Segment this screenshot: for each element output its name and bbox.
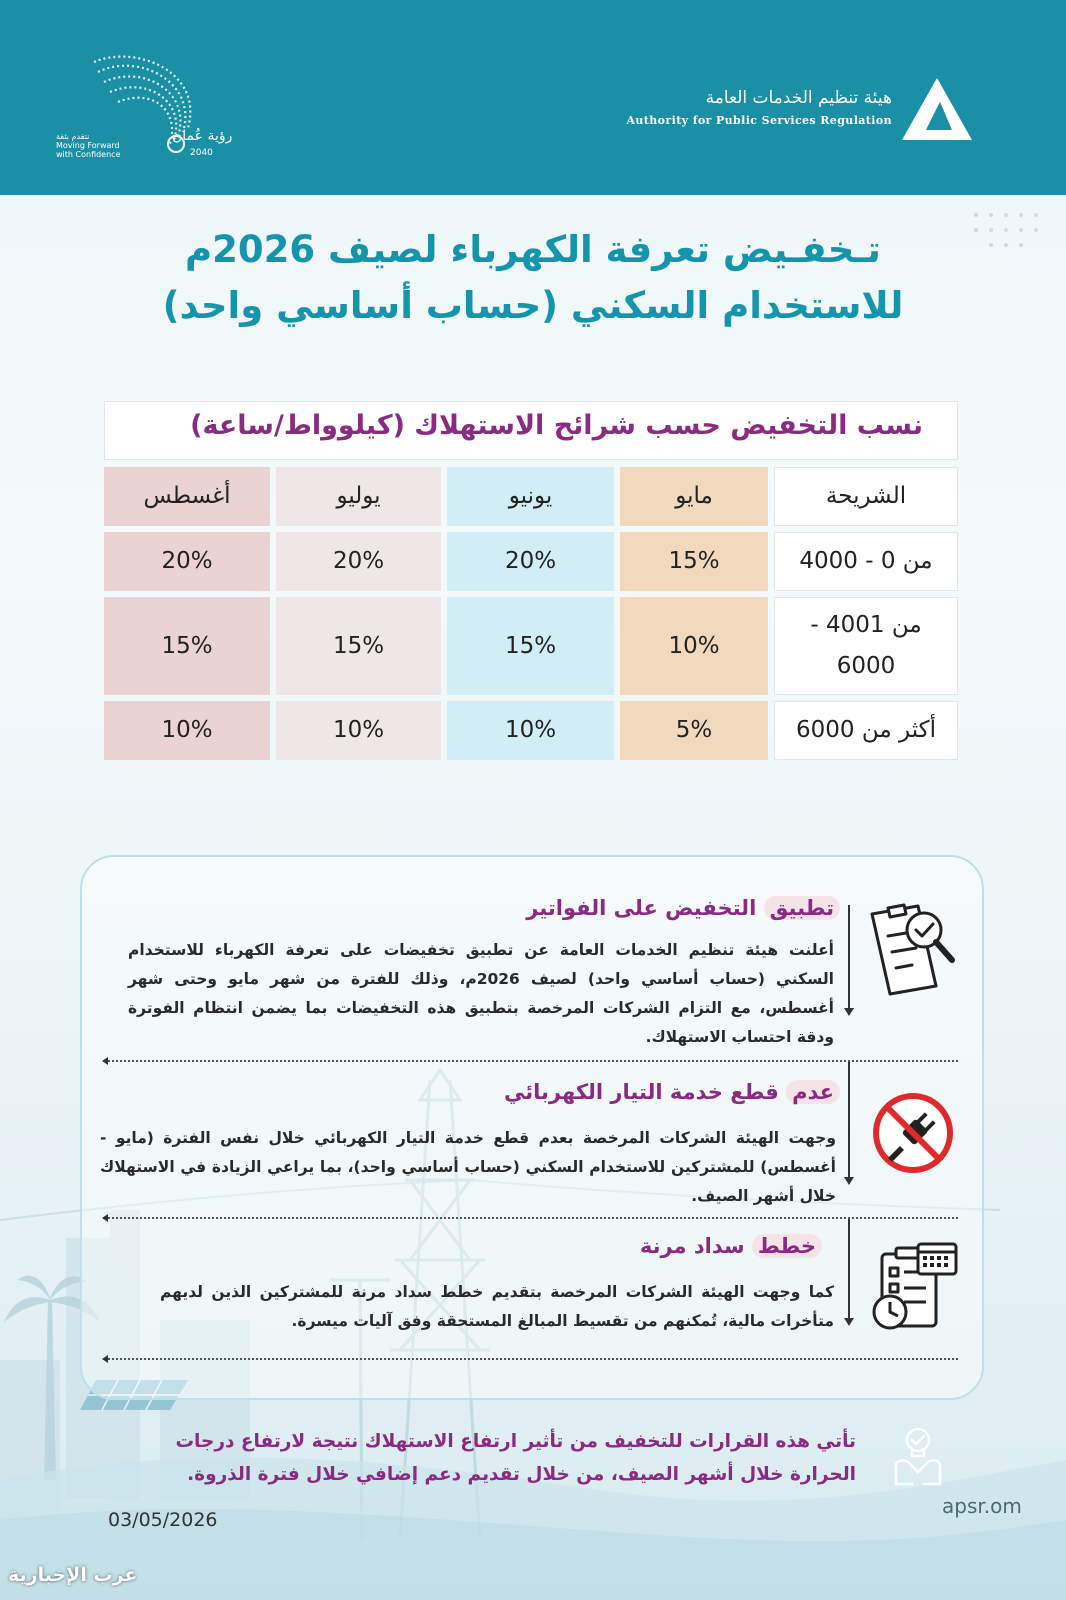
divider-line xyxy=(108,1358,958,1360)
source-watermark: عرب الإخبارية xyxy=(8,1564,138,1586)
payment-schedule-icon xyxy=(868,1240,960,1336)
section-title-no-disconnection-rest: قطع خدمة التيار الكهربائي xyxy=(503,1080,787,1104)
cell-tier3-july: 10% xyxy=(276,701,441,760)
vision-name: رؤية عُمان xyxy=(172,128,233,144)
footer-note: تأتي هذه القرارات للتخفيف من تأثير ارتفاع الاستهلاك نتيجة لارتفاع درجات الحرارة خلال أشهر الصيف، من خلال تقديم دعم إضافي خلال فترة الذروة. xyxy=(175,1431,856,1485)
arrow-down-icon xyxy=(844,1318,854,1326)
cell-tier3-june: 10% xyxy=(447,701,614,760)
vision-year: 2040 xyxy=(190,148,213,158)
section-title-no-disconnection xyxy=(504,1080,840,1104)
header-banner xyxy=(0,0,1066,195)
divider-line xyxy=(108,1217,958,1219)
column-header-segment: الشريحة xyxy=(774,467,958,526)
section-title-billing-highlight: تطبيق xyxy=(764,896,840,920)
org-name-arabic: هيئة تنظيم الخدمات العامة xyxy=(705,88,892,108)
cell-tier2-july: 15% xyxy=(276,597,441,695)
cell-tier1-august: 20% xyxy=(104,532,270,591)
triangle-logo-icon xyxy=(900,76,974,142)
connector-line xyxy=(848,1062,850,1180)
section-body-billing: أعلنت هيئة تنظيم الخدمات العامة عن تطبيق تخفيضات على تعرفة الكهرباء للاستخدام السكني (حساب أساسي واحد) لصيف 2026م، وذلك للفترة من شهر مايو وحتى شهر أغسطس، مع التزام الشركات المرخصة بتطبيق هذه التخفيضات بما يضمن انتظام الفوترة ودقة احتساب الاستهلاك. xyxy=(128,941,834,1046)
row-label-tier-3: أكثر من 6000 xyxy=(774,701,958,760)
section-title-no-disconnection-highlight: عدم xyxy=(786,1080,840,1104)
section-title-billing-rest: التخفيض على الفواتير xyxy=(526,896,764,920)
table-title-box xyxy=(104,401,958,460)
vision-tagline xyxy=(56,132,126,159)
vision-tag-english-1: Moving Forward xyxy=(56,141,120,150)
apsr-logo[interactable] xyxy=(626,70,974,150)
column-header-june: يونيو xyxy=(447,467,614,526)
arrow-left-icon xyxy=(102,1057,108,1065)
arrow-left-icon xyxy=(102,1355,108,1363)
cell-tier3-may: 5% xyxy=(620,701,768,760)
cell-tier2-may: 10% xyxy=(620,597,768,695)
column-header-august: أغسطس xyxy=(104,467,270,526)
divider-line xyxy=(108,1060,958,1062)
vision-tag-english-2: with Confidence xyxy=(56,150,121,159)
website-link[interactable]: apsr.om xyxy=(942,1494,1022,1518)
cell-tier2-june: 15% xyxy=(447,597,614,695)
section-body-payment-plans: كما وجهت الهيئة الشركات المرخصة بتقديم خطط سداد مرنة للمشتركين الذين لديهم متأخرات مالية، تُمكنهم من تقسيط المبالغ المستحقة وفق آليات ميسرة. xyxy=(160,1283,834,1330)
vision-tag-arabic: نتقدم بثقة xyxy=(56,132,90,141)
arrow-down-icon xyxy=(844,1177,854,1185)
section-title-payment-plans-highlight: خطط xyxy=(752,1234,822,1258)
row-label-tier-1: من 0 - 4000 xyxy=(774,532,958,591)
cell-tier1-may: 15% xyxy=(620,532,768,591)
column-header-july: يوليو xyxy=(276,467,441,526)
cell-tier2-august: 15% xyxy=(104,597,270,695)
connector-line xyxy=(848,905,850,1011)
org-name-english: Authority for Public Services Regulation xyxy=(626,114,892,127)
publication-date: 03/05/2026 xyxy=(108,1509,218,1531)
table-title: نسب التخفيض حسب شرائح الاستهلاك (كيلوواط/ساعة) xyxy=(190,410,923,441)
title-line-1: تـخفـيض تعرفة الكهرباء لصيف 2026م xyxy=(185,228,881,271)
arrow-left-icon xyxy=(102,1214,108,1222)
clipboard-check-icon xyxy=(862,900,958,996)
cell-tier3-august: 10% xyxy=(104,701,270,760)
arrow-down-icon xyxy=(844,1008,854,1016)
row-label-tier-2: من 4001 - 6000 xyxy=(774,597,958,695)
column-header-may: مايو xyxy=(620,467,768,526)
page-title xyxy=(60,222,1006,334)
connector-line xyxy=(848,1219,850,1321)
section-title-payment-plans xyxy=(640,1234,822,1258)
section-title-payment-plans-rest: سداد مرنة xyxy=(639,1234,752,1258)
no-plug-icon xyxy=(870,1090,956,1176)
oman-vision-logo xyxy=(52,52,252,167)
cell-tier1-july: 20% xyxy=(276,532,441,591)
lightbulb-support-icon xyxy=(890,1424,946,1490)
section-title-billing xyxy=(526,896,840,920)
cell-tier1-june: 20% xyxy=(447,532,614,591)
section-body-no-disconnection: وجهت الهيئة الشركات المرخصة بعدم قطع خدمة التيار الكهربائي خلال نفس الفترة (مايو - أغسطس) للمشتركين للاستخدام السكني (حساب أساسي واحد)، بما يراعي الزيادة في الاستهلاك خلال أشهر الصيف. xyxy=(100,1129,836,1205)
title-line-2: للاستخدام السكني (حساب أساسي واحد) xyxy=(162,284,904,327)
